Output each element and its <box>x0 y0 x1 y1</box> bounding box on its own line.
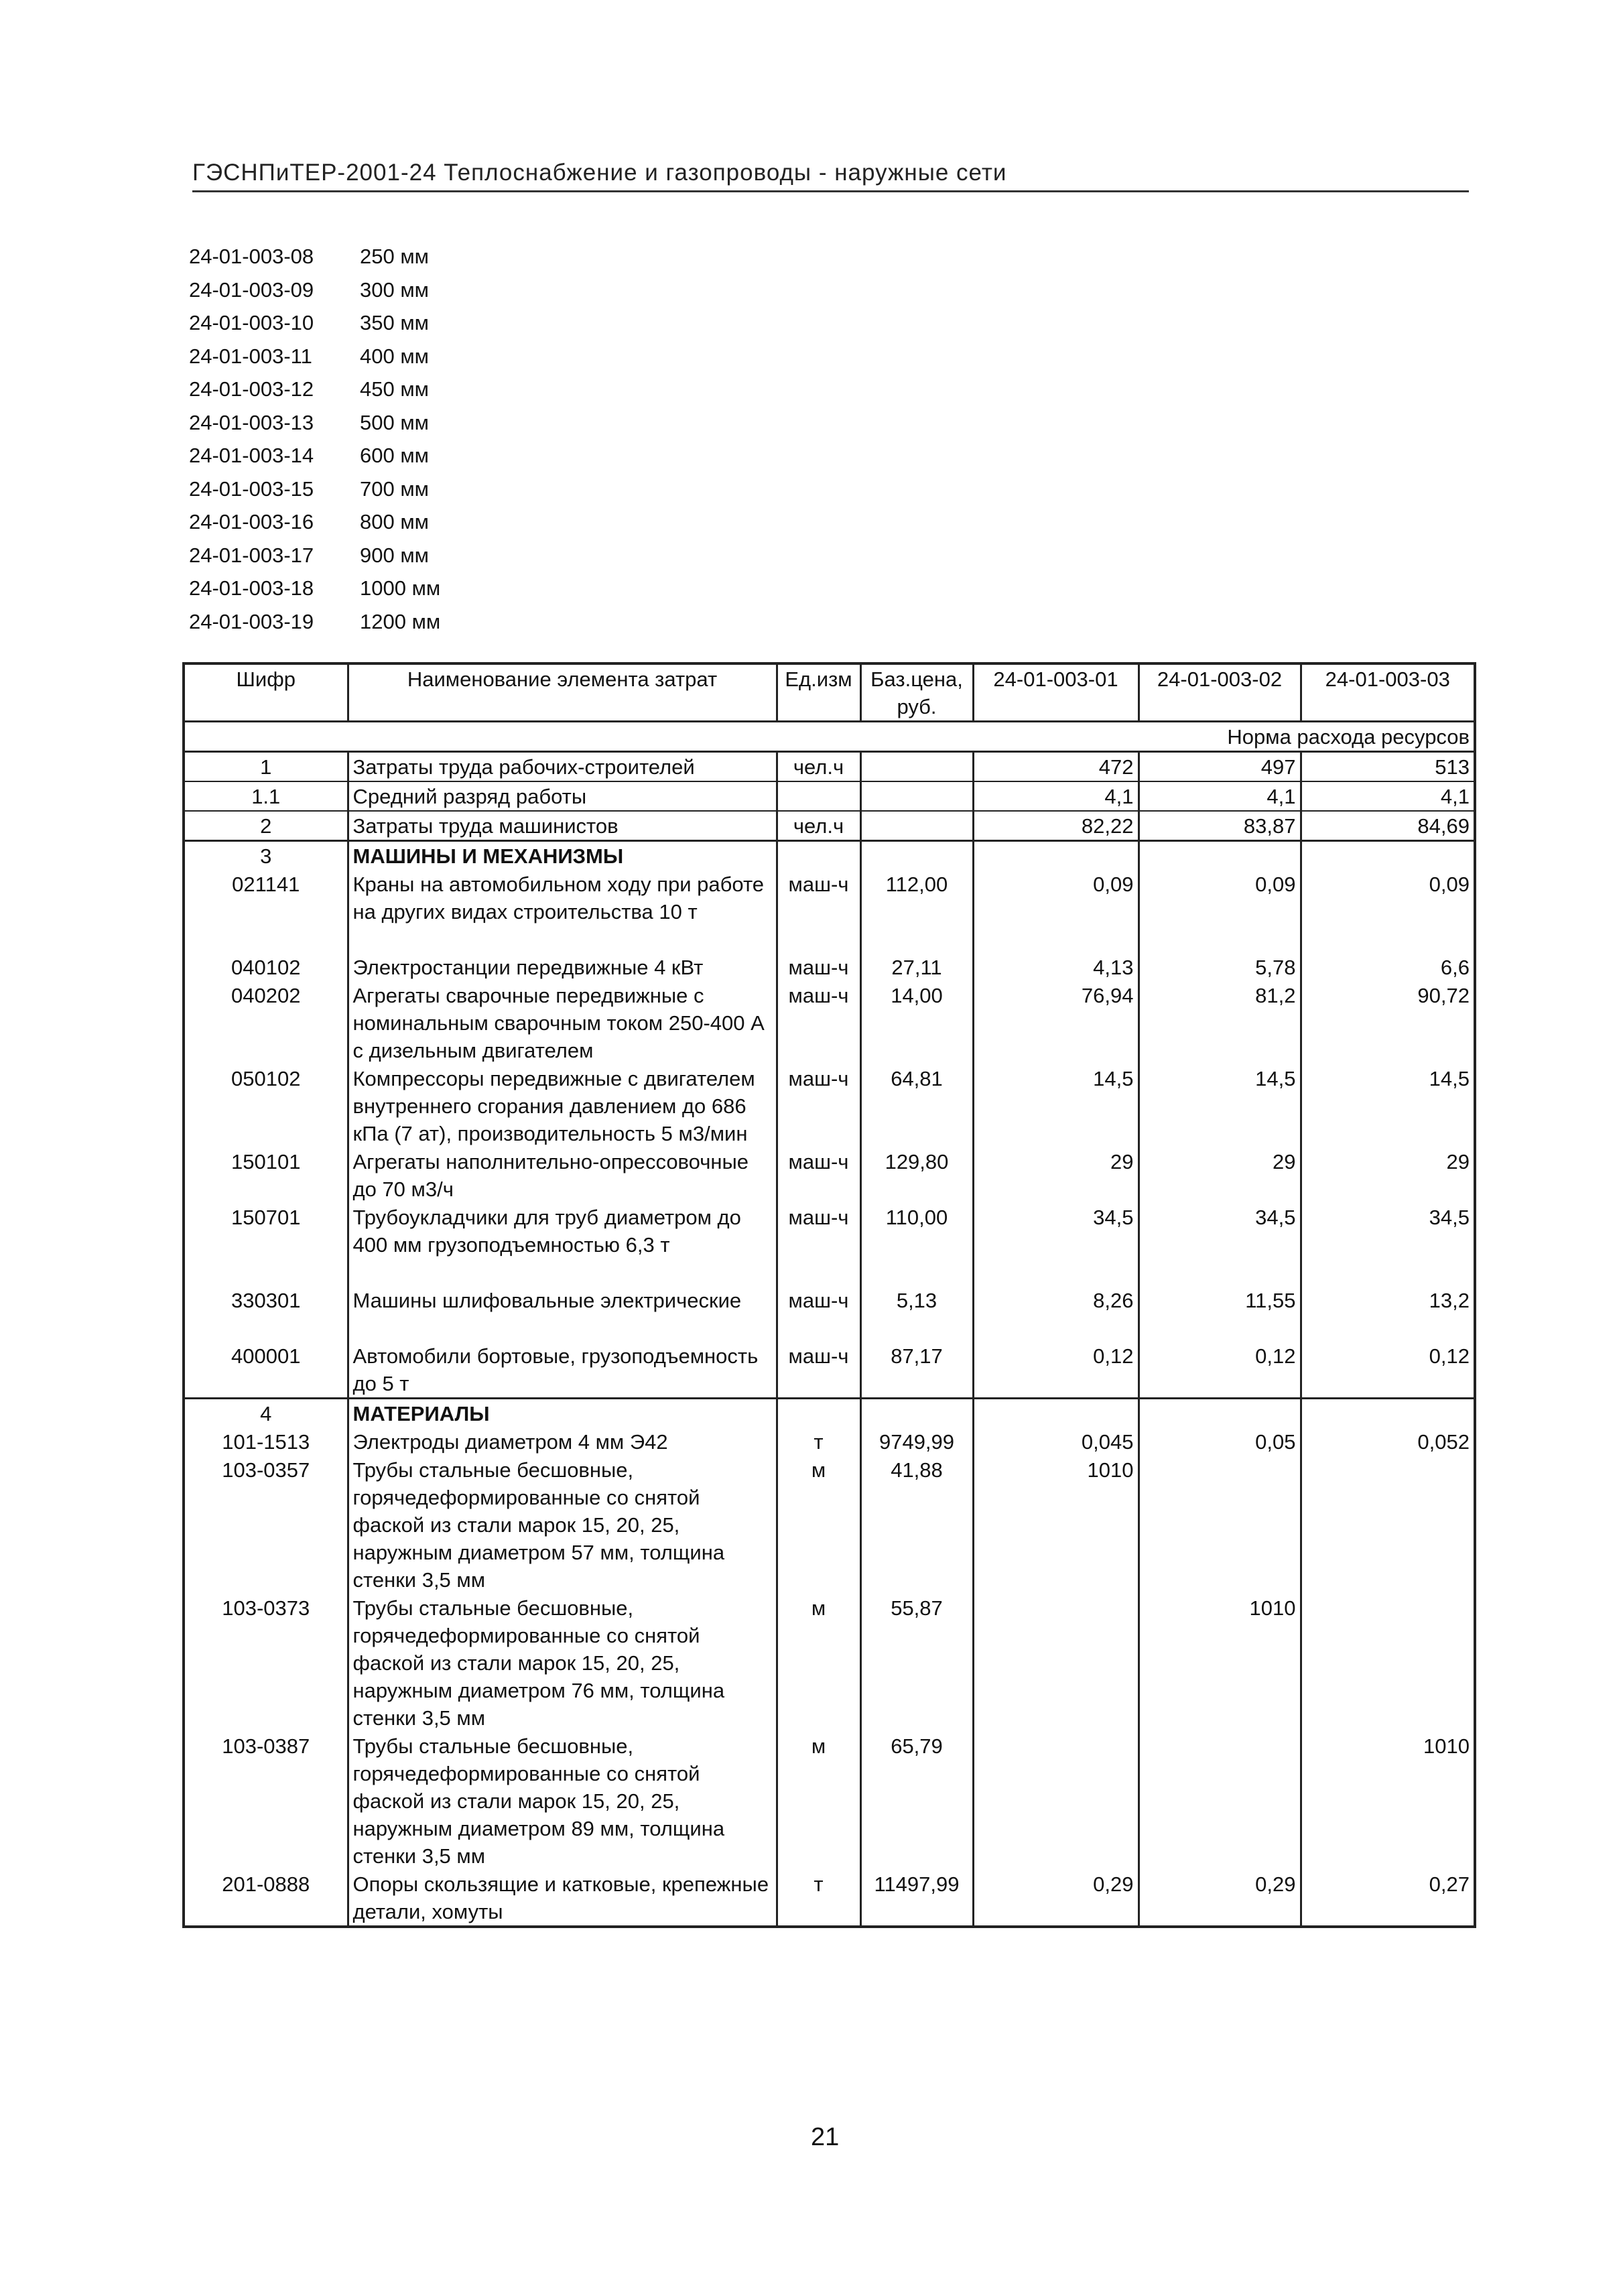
header-name: Наименование элемента затрат <box>348 663 777 722</box>
table-header-row <box>184 663 1475 722</box>
cell-value-col1: 0,09 <box>973 870 1139 953</box>
cell-name: МАТЕРИАЛЫ <box>348 1399 777 1428</box>
cell-code: 103-0387 <box>184 1732 348 1870</box>
cell-unit: т <box>777 1427 860 1456</box>
table-row <box>184 1286 1475 1342</box>
cell-value-col2: 34,5 <box>1139 1203 1301 1286</box>
code: 24-01-003-17 <box>189 543 314 567</box>
cell-value-col1 <box>973 1399 1139 1428</box>
cell-value-col1: 4,1 <box>973 781 1139 811</box>
header-col1: 24-01-003-01 <box>973 663 1139 722</box>
cell-price <box>860 811 973 841</box>
cell-unit: маш-ч <box>777 953 860 981</box>
code-size-row <box>189 373 440 406</box>
code-size-row <box>189 340 440 373</box>
cell-unit: маш-ч <box>777 1286 860 1342</box>
size: 300 мм <box>360 277 429 302</box>
cell-value-col3 <box>1301 1594 1475 1732</box>
cell-value-col3 <box>1301 1399 1475 1428</box>
cell-code: 040202 <box>184 981 348 1064</box>
cell-value-col3: 0,27 <box>1301 1870 1475 1927</box>
header-price: Баз.цена, руб. <box>860 663 973 722</box>
code-size-row <box>189 605 440 639</box>
cell-price: 41,88 <box>860 1456 973 1594</box>
cell-unit: маш-ч <box>777 870 860 953</box>
cell-name: Трубоукладчики для труб диаметром до 400 мм грузоподъемностью 6,3 т <box>348 1203 777 1286</box>
page-number: 21 <box>811 2123 840 2151</box>
cell-value-col2 <box>1139 1732 1301 1870</box>
size: 800 мм <box>360 510 429 533</box>
code-size-list <box>189 240 440 638</box>
code: 24-01-003-15 <box>189 476 314 501</box>
table-row <box>184 781 1475 811</box>
code: 24-01-003-12 <box>189 377 314 401</box>
cell-name: Трубы стальные бесшовные, горячедеформированные со снятой фаской из стали марок 15, 20, 25, наружным диаметром 57 мм, толщина стенки 3,5 мм <box>348 1456 777 1594</box>
code-size-row <box>189 273 440 307</box>
cell-value-col1: 76,94 <box>973 981 1139 1064</box>
table-row <box>184 1870 1475 1927</box>
cell-value-col3: 1010 <box>1301 1732 1475 1870</box>
cell-code: 021141 <box>184 870 348 953</box>
cell-price: 14,00 <box>860 981 973 1064</box>
cell-value-col1: 4,13 <box>973 953 1139 981</box>
code: 24-01-003-14 <box>189 444 314 467</box>
cell-name: Машины шлифовальные электрические <box>348 1286 777 1342</box>
cell-unit: маш-ч <box>777 1342 860 1399</box>
code: 24-01-003-08 <box>189 245 314 268</box>
cell-name: Средний разряд работы <box>348 781 777 811</box>
cell-price: 55,87 <box>860 1594 973 1732</box>
cell-value-col3: 13,2 <box>1301 1286 1475 1342</box>
cell-unit: т <box>777 1870 860 1927</box>
cell-name: Компрессоры передвижные с двигателем внутреннего сгорания давлением до 686 кПа (7 ат), производительность 5 м3/мин <box>348 1064 777 1147</box>
cell-value-col1: 14,5 <box>973 1064 1139 1147</box>
cell-value-col3: 29 <box>1301 1147 1475 1203</box>
cell-name: Агрегаты наполнительно-опрессовочные до 70 м3/ч <box>348 1147 777 1203</box>
cell-value-col2: 1010 <box>1139 1594 1301 1732</box>
table-row <box>184 1732 1475 1870</box>
cell-name: Краны на автомобильном ходу при работе на других видах строительства 10 т <box>348 870 777 953</box>
cell-value-col2 <box>1139 1399 1301 1428</box>
cell-value-col1: 0,045 <box>973 1427 1139 1456</box>
cell-value-col1 <box>973 841 1139 871</box>
norm-caption-row <box>184 722 1475 752</box>
cell-unit: чел.ч <box>777 752 860 782</box>
cell-value-col2 <box>1139 841 1301 871</box>
header-col3: 24-01-003-03 <box>1301 663 1475 722</box>
table-row <box>184 981 1475 1064</box>
cell-unit <box>777 1399 860 1428</box>
table-row <box>184 1203 1475 1286</box>
table-row <box>184 1427 1475 1456</box>
size: 1000 мм <box>360 576 441 600</box>
size: 500 мм <box>360 410 429 434</box>
section-row <box>184 841 1475 871</box>
cell-value-col3: 4,1 <box>1301 781 1475 811</box>
cell-value-col1: 8,26 <box>973 1286 1139 1342</box>
size: 400 мм <box>360 344 429 368</box>
section-row <box>184 1399 1475 1428</box>
cell-name: Затраты труда рабочих-строителей <box>348 752 777 782</box>
cell-price: 5,13 <box>860 1286 973 1342</box>
code-size-row <box>189 572 440 605</box>
cell-value-col2: 0,05 <box>1139 1427 1301 1456</box>
cell-value-col1: 0,12 <box>973 1342 1139 1399</box>
cell-code: 330301 <box>184 1286 348 1342</box>
cell-unit: м <box>777 1456 860 1594</box>
cell-name: Трубы стальные бесшовные, горячедеформированные со снятой фаской из стали марок 15, 20, 25, наружным диаметром 76 мм, толщина стенки 3,5 мм <box>348 1594 777 1732</box>
cell-value-col3: 34,5 <box>1301 1203 1475 1286</box>
size: 700 мм <box>360 476 429 501</box>
cell-value-col2: 81,2 <box>1139 981 1301 1064</box>
cell-code: 101-1513 <box>184 1427 348 1456</box>
cell-unit: маш-ч <box>777 981 860 1064</box>
cell-name: Трубы стальные бесшовные, горячедеформированные со снятой фаской из стали марок 15, 20, 25, наружным диаметром 89 мм, толщина стенки 3,5 мм <box>348 1732 777 1870</box>
cell-price <box>860 841 973 871</box>
cell-value-col2: 5,78 <box>1139 953 1301 981</box>
table-row <box>184 811 1475 841</box>
cell-name: Электроды диаметром 4 мм Э42 <box>348 1427 777 1456</box>
table-row <box>184 1456 1475 1594</box>
cell-price: 65,79 <box>860 1732 973 1870</box>
cell-price: 64,81 <box>860 1064 973 1147</box>
cell-unit: чел.ч <box>777 811 860 841</box>
cell-price: 11497,99 <box>860 1870 973 1927</box>
cell-price <box>860 1399 973 1428</box>
cell-code: 3 <box>184 841 348 871</box>
table-row <box>184 870 1475 953</box>
cell-value-col1: 29 <box>973 1147 1139 1203</box>
cell-value-col3: 0,052 <box>1301 1427 1475 1456</box>
cell-code: 150701 <box>184 1203 348 1286</box>
cell-value-col1: 1010 <box>973 1456 1139 1594</box>
code: 24-01-003-09 <box>189 277 314 302</box>
table-body <box>184 752 1475 1927</box>
cell-unit: м <box>777 1594 860 1732</box>
cell-code: 201-0888 <box>184 1870 348 1927</box>
table-row <box>184 1594 1475 1732</box>
size: 350 мм <box>360 311 429 334</box>
cell-value-col2: 0,12 <box>1139 1342 1301 1399</box>
cell-value-col3: 6,6 <box>1301 953 1475 981</box>
cell-value-col2: 29 <box>1139 1147 1301 1203</box>
cell-code: 050102 <box>184 1064 348 1147</box>
cell-name: Автомобили бортовые, грузоподъемность до 5 т <box>348 1342 777 1399</box>
code-size-row <box>189 472 440 506</box>
cell-name: МАШИНЫ И МЕХАНИЗМЫ <box>348 841 777 871</box>
cell-unit: м <box>777 1732 860 1870</box>
cell-code: 103-0357 <box>184 1456 348 1594</box>
cell-name: Опоры скользящие и катковые, крепежные детали, хомуты <box>348 1870 777 1927</box>
cell-unit: маш-ч <box>777 1064 860 1147</box>
document-header: ГЭСНПиТЕР-2001-24 Теплоснабжение и газопроводы - наружные сети <box>192 160 1469 192</box>
code: 24-01-003-13 <box>189 410 314 434</box>
code-size-row <box>189 505 440 539</box>
code: 24-01-003-10 <box>189 311 314 334</box>
code: 24-01-003-19 <box>189 609 314 633</box>
cell-code: 040102 <box>184 953 348 981</box>
size: 600 мм <box>360 444 429 467</box>
cell-unit <box>777 781 860 811</box>
size: 900 мм <box>360 543 429 567</box>
code: 24-01-003-11 <box>189 344 312 368</box>
cell-value-col3: 513 <box>1301 752 1475 782</box>
cell-price: 27,11 <box>860 953 973 981</box>
cell-value-col1: 34,5 <box>973 1203 1139 1286</box>
cell-value-col2: 83,87 <box>1139 811 1301 841</box>
code: 24-01-003-18 <box>189 576 314 600</box>
cell-value-col2: 0,09 <box>1139 870 1301 953</box>
cell-code: 4 <box>184 1399 348 1428</box>
cell-code: 150101 <box>184 1147 348 1203</box>
table-row <box>184 1147 1475 1203</box>
cell-code: 400001 <box>184 1342 348 1399</box>
cell-name: Агрегаты сварочные передвижные с номинальным сварочным током 250-400 А с дизельным двигателем <box>348 981 777 1064</box>
cell-price <box>860 781 973 811</box>
size: 450 мм <box>360 377 429 401</box>
code-size-row <box>189 306 440 340</box>
cell-value-col3: 0,09 <box>1301 870 1475 953</box>
cell-value-col3: 84,69 <box>1301 811 1475 841</box>
cell-code: 1 <box>184 752 348 782</box>
table-row <box>184 752 1475 782</box>
cell-price: 110,00 <box>860 1203 973 1286</box>
cell-value-col1: 82,22 <box>973 811 1139 841</box>
cell-code: 103-0373 <box>184 1594 348 1732</box>
cell-value-col2: 497 <box>1139 752 1301 782</box>
size: 1200 мм <box>360 609 441 633</box>
table-row <box>184 1064 1475 1147</box>
header-unit: Ед.изм <box>777 663 860 722</box>
header-code: Шифр <box>184 663 348 722</box>
cell-value-col1: 472 <box>973 752 1139 782</box>
cell-value-col3: 0,12 <box>1301 1342 1475 1399</box>
cell-price <box>860 752 973 782</box>
cell-value-col3: 90,72 <box>1301 981 1475 1064</box>
cell-value-col3 <box>1301 841 1475 871</box>
cell-name: Затраты труда машинистов <box>348 811 777 841</box>
table-row <box>184 1342 1475 1399</box>
cell-price: 9749,99 <box>860 1427 973 1456</box>
code: 24-01-003-16 <box>189 510 314 533</box>
code-size-row <box>189 439 440 472</box>
cell-unit <box>777 841 860 871</box>
cell-value-col1 <box>973 1594 1139 1732</box>
cell-price: 87,17 <box>860 1342 973 1399</box>
cell-unit: маш-ч <box>777 1147 860 1203</box>
size: 250 мм <box>360 245 429 268</box>
cell-value-col3 <box>1301 1456 1475 1594</box>
cell-value-col2: 0,29 <box>1139 1870 1301 1927</box>
cell-value-col1: 0,29 <box>973 1870 1139 1927</box>
cell-code: 2 <box>184 811 348 841</box>
cell-name: Электростанции передвижные 4 кВт <box>348 953 777 981</box>
code-size-row <box>189 240 440 273</box>
resource-norm-table <box>182 662 1476 1928</box>
cell-value-col2 <box>1139 1456 1301 1594</box>
norm-caption: Норма расхода ресурсов <box>184 722 1475 752</box>
cell-value-col2: 14,5 <box>1139 1064 1301 1147</box>
cell-price: 112,00 <box>860 870 973 953</box>
cell-price: 129,80 <box>860 1147 973 1203</box>
code-size-row <box>189 406 440 440</box>
table-row <box>184 953 1475 981</box>
header-col2: 24-01-003-02 <box>1139 663 1301 722</box>
cell-unit: маш-ч <box>777 1203 860 1286</box>
cell-value-col2: 4,1 <box>1139 781 1301 811</box>
code-size-row <box>189 539 440 572</box>
cell-value-col3: 14,5 <box>1301 1064 1475 1147</box>
cell-value-col2: 11,55 <box>1139 1286 1301 1342</box>
cell-value-col1 <box>973 1732 1139 1870</box>
cell-code: 1.1 <box>184 781 348 811</box>
